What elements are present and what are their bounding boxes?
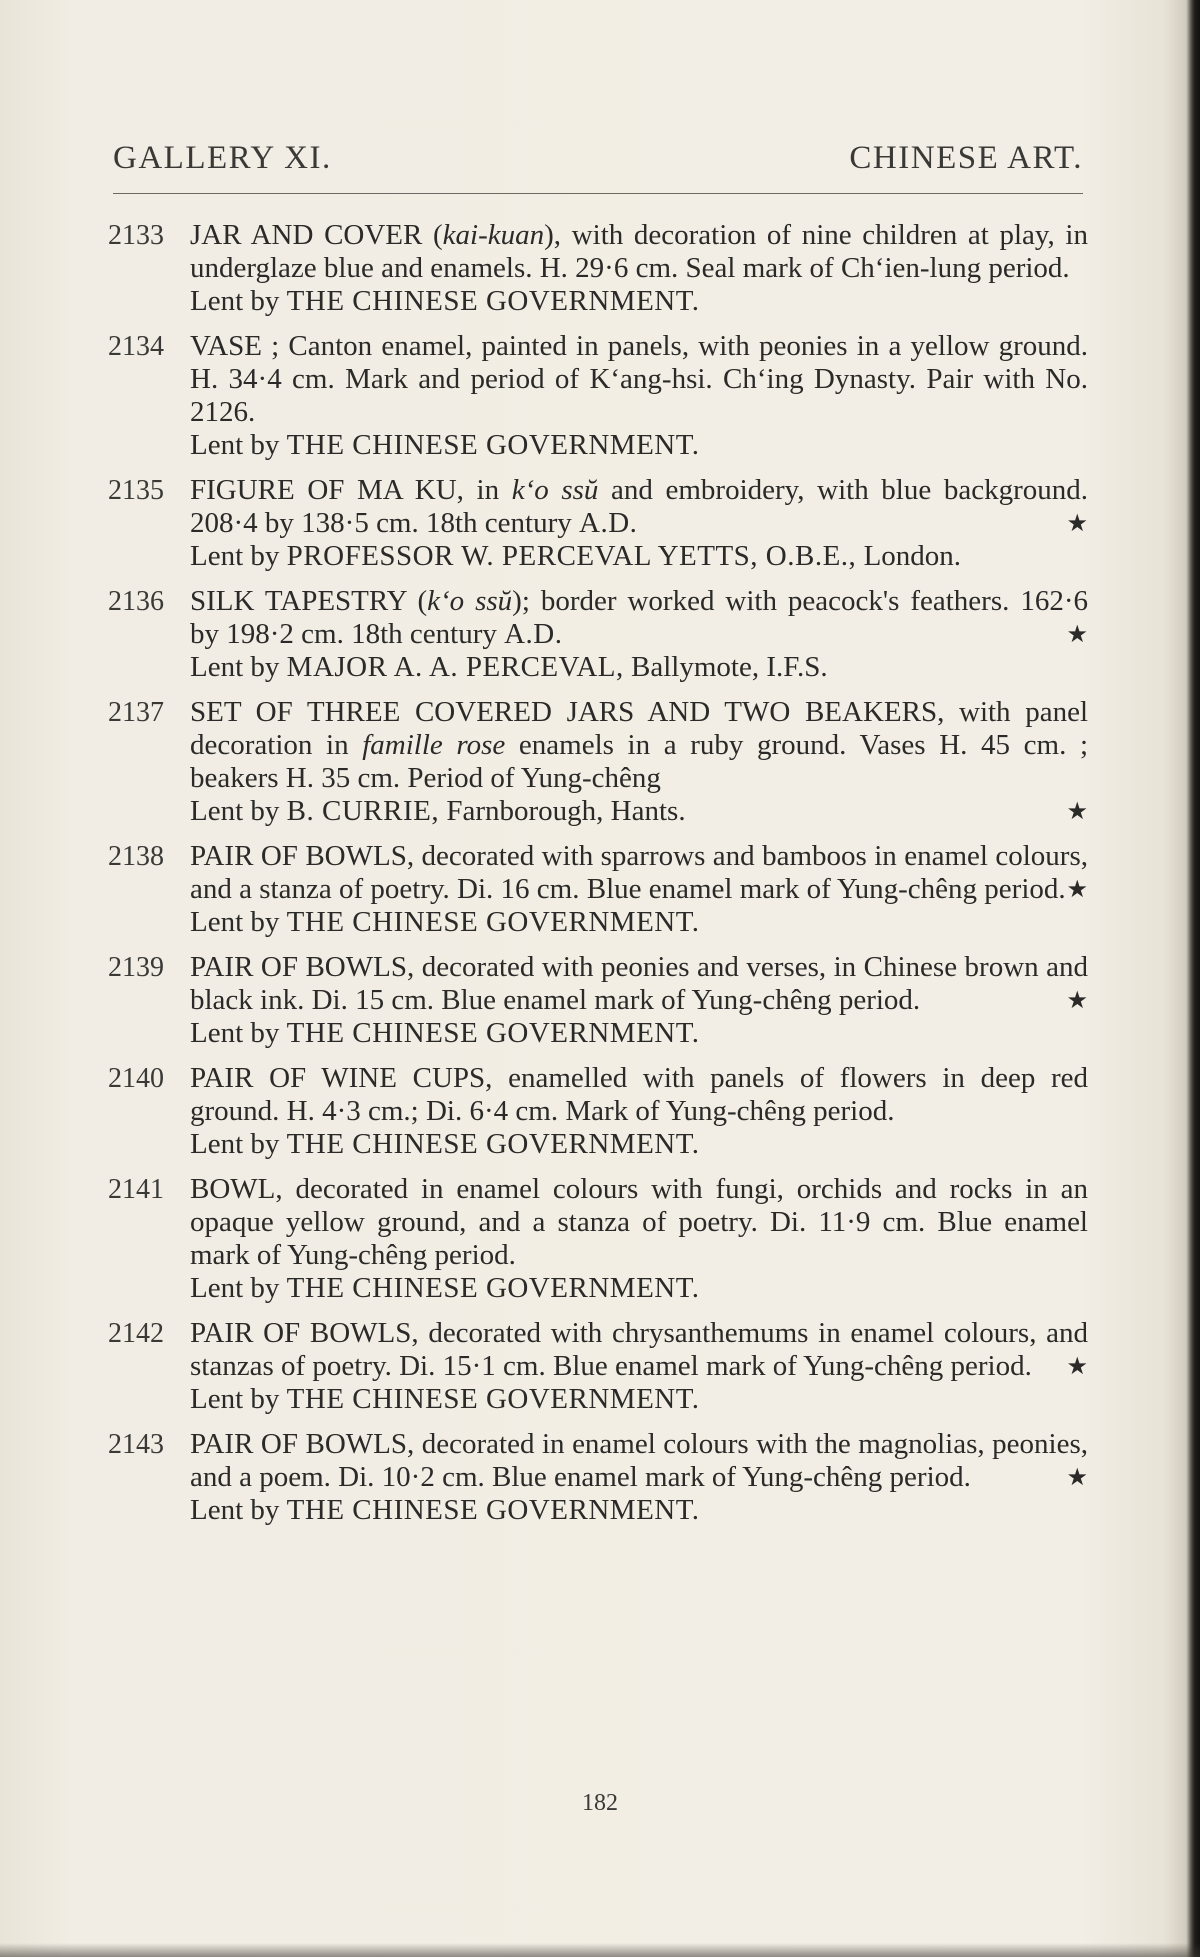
- entry-text: decorated in enamel colours with fungi, orchids and rocks in an opaque yellow ground, and a stanza of poetry. Di. 11·9 cm. Blue enamel mark of Yung-chêng period.: [190, 1173, 1089, 1271]
- lent-by-label: Lent by: [190, 1017, 280, 1049]
- lender-name: THE CHINESE GOVERNMENT.: [286, 906, 700, 938]
- entry-text: decorated with chrysanthemums in enamel colours, and stanzas of poetry. Di. 15·1 cm. Blue enamel mark of Yung-chêng period.: [190, 1317, 1088, 1382]
- spine-shadow: [1186, 0, 1200, 1957]
- lent-by-label: Lent by: [190, 1494, 280, 1526]
- lent-by-label: Lent by: [190, 429, 280, 461]
- entry-number: 2139: [108, 952, 164, 983]
- lender-location: Ballymote, I.F.S.: [631, 651, 828, 683]
- lender-name: THE CHINESE GOVERNMENT.: [286, 1494, 700, 1526]
- catalogue-entry: [108, 840, 1088, 939]
- entry-lender-line: [190, 540, 1088, 573]
- entry-term-intro: in: [476, 474, 500, 506]
- catalogue-entry: [108, 1317, 1088, 1416]
- entry-number: 2133: [108, 220, 164, 251]
- star-icon: ★: [1066, 875, 1088, 903]
- running-header: [113, 140, 1083, 180]
- lender-name: THE CHINESE GOVERNMENT.: [286, 429, 700, 461]
- catalogue-entry: [108, 585, 1088, 684]
- entry-description: [190, 1317, 1088, 1383]
- entry-title: PAIR OF BOWLS,: [190, 1317, 419, 1349]
- entry-description: [190, 474, 1088, 540]
- entry-number: 2142: [108, 1318, 164, 1349]
- entry-lender-line: [190, 285, 1088, 318]
- entry-text: decorated with sparrows and bamboos in enamel colours, and a stanza of poetry. Di. 16 cm. Blue enamel mark of Yung-chêng period.: [190, 840, 1089, 905]
- entry-text: decorated in enamel colours with the magnolias, peonies, and a poem. Di. 10·2 cm. Blue enamel mark of Yung-chêng period.: [190, 1428, 1088, 1493]
- lender-name: PROFESSOR W. PERCEVAL YETTS, O.B.E.,: [286, 540, 857, 572]
- entry-title: PAIR OF BOWLS,: [190, 840, 415, 872]
- header-gallery: GALLERY XI.: [113, 140, 332, 176]
- star-icon: ★: [1066, 1463, 1088, 1491]
- lent-by-label: Lent by: [190, 1128, 280, 1160]
- catalogue-entry: [108, 1173, 1088, 1305]
- lent-by-label: Lent by: [190, 540, 280, 572]
- entry-title: PAIR OF WINE CUPS,: [190, 1062, 493, 1094]
- entry-lender-line: [190, 1383, 1088, 1416]
- entry-lender-line: [190, 906, 1088, 939]
- catalogue-entry: [108, 1062, 1088, 1161]
- entry-text: ; border worked with peacock's feathers. 162·6 by 198·2 cm. 18th century: [190, 585, 1088, 650]
- entry-description: JAR AND COVER (kai-kuan), with decoration of nine children at play, in underglaze blue and enamels. H. 29·6 cm. Seal mark of Ch‘ien-lung period.: [190, 219, 1088, 284]
- entry-lender-line: [190, 1128, 1088, 1161]
- lender-name: THE CHINESE GOVERNMENT.: [286, 285, 700, 317]
- catalogue-entry: [108, 474, 1088, 573]
- entry-title: PAIR OF BOWLS,: [190, 951, 415, 983]
- entry-title: SILK TAPESTRY: [190, 585, 407, 617]
- entry-lender-line: [190, 1272, 1088, 1305]
- entry-description: SILK TAPESTRY (k‘o ssŭ); border worked with peacock's feathers. 162·6 by 198·2 cm. 18th century A.D. ★: [190, 585, 1088, 650]
- entry-description: [190, 1062, 1088, 1128]
- entry-description: [190, 1173, 1088, 1272]
- lent-by-label: Lent by: [190, 651, 280, 683]
- entry-description: [190, 840, 1088, 906]
- star-icon: ★: [1066, 797, 1088, 825]
- entry-term: k‘o ssŭ: [511, 474, 599, 506]
- entry-number: 2141: [108, 1174, 164, 1205]
- entry-lender-line: [190, 651, 1088, 684]
- lent-by-label: Lent by: [190, 906, 280, 938]
- lent-by-label: Lent by: [190, 1383, 280, 1415]
- entry-title: BOWL,: [190, 1173, 283, 1205]
- entry-text: with decoration of nine children at play, in underglaze blue and enamels. H. 29·6 cm. Seal mark of Ch‘ien-lung period.: [190, 219, 1088, 284]
- entry-number: 2137: [108, 697, 164, 728]
- entry-lender-line: [190, 795, 1088, 828]
- entry-description: [190, 951, 1088, 1017]
- lent-by-label: Lent by: [190, 795, 280, 827]
- lender-name: THE CHINESE GOVERNMENT.: [286, 1017, 700, 1049]
- lent-by-label: Lent by: [190, 1272, 280, 1304]
- star-icon: ★: [1066, 620, 1088, 648]
- catalogue-entry: [108, 951, 1088, 1050]
- lender-name: THE CHINESE GOVERNMENT.: [286, 1383, 700, 1415]
- entry-term: kai-kuan: [442, 219, 545, 251]
- entry-title: FIGURE OF MA KU,: [190, 474, 464, 506]
- header-section: CHINESE ART.: [849, 140, 1083, 176]
- entry-title: VASE: [190, 330, 262, 362]
- star-icon: ★: [1066, 986, 1088, 1014]
- catalogue-entry: [108, 1428, 1088, 1527]
- entry-era: A.D.: [579, 507, 638, 539]
- catalogue-entry: [108, 219, 1088, 318]
- lent-by-label: Lent by: [190, 285, 280, 317]
- entry-number: 2140: [108, 1063, 164, 1094]
- entry-number: 2134: [108, 331, 164, 362]
- entry-lender-line: [190, 1494, 1088, 1527]
- lender-name: THE CHINESE GOVERNMENT.: [286, 1128, 700, 1160]
- entry-text-intro: with panel decoration in: [190, 696, 1089, 761]
- entry-number: 2136: [108, 586, 164, 617]
- entry-lender-line: [190, 1017, 1088, 1050]
- entry-term: k‘o ssŭ: [427, 585, 513, 617]
- entry-text: decorated with peonies and verses, in Chinese brown and black ink. Di. 15 cm. Blue enamel mark of Yung-chêng period.: [190, 951, 1089, 1016]
- lender-name: MAJOR A. A. PERCEVAL,: [286, 651, 624, 683]
- star-icon: ★: [1066, 509, 1088, 537]
- entry-title: PAIR OF BOWLS,: [190, 1428, 415, 1460]
- catalogue-entry: [108, 696, 1088, 828]
- entry-title: JAR AND COVER: [190, 219, 423, 251]
- entry-description: [190, 330, 1088, 429]
- entry-era: A.D.: [504, 618, 563, 650]
- entry-term: famille rose: [362, 729, 506, 761]
- entry-number: 2135: [108, 475, 164, 506]
- entry-text: enamelled with panels of flowers in deep red ground. H. 4·3 cm.; Di. 6·4 cm. Mark of Yung-chêng period.: [190, 1062, 1089, 1127]
- entry-lender-line: [190, 429, 1088, 462]
- catalogue-entry: [108, 330, 1088, 462]
- entry-number: 2138: [108, 841, 164, 872]
- entry-text: enamels in a ruby ground. Vases H. 45 cm. ; beakers H. 35 cm. Period of Yung-chêng: [190, 729, 1089, 794]
- bottom-shadow: [0, 1943, 1200, 1957]
- lender-name: B. CURRIE,: [286, 795, 440, 827]
- entry-title: SET OF THREE COVERED JARS AND TWO BEAKERS,: [190, 696, 945, 728]
- entry-description: [190, 1428, 1088, 1494]
- lender-location: London.: [863, 540, 962, 572]
- lender-name: THE CHINESE GOVERNMENT.: [286, 1272, 700, 1304]
- entry-text: and embroidery, with blue background. 208·4 by 138·5 cm. 18th century: [190, 474, 1088, 539]
- page-number: 182: [582, 1790, 618, 1816]
- star-icon: ★: [1066, 1352, 1088, 1380]
- lender-location: Farnborough, Hants.: [446, 795, 686, 827]
- catalogue-entries: [108, 219, 1088, 1539]
- header-rule: [113, 193, 1083, 194]
- entry-text: ; Canton enamel, painted in panels, with peonies in a yellow ground. H. 34·4 cm. Mark and period of K‘ang-hsi. Ch‘ing Dynasty. Pair with No. 2126.: [190, 330, 1088, 428]
- entry-description: [190, 696, 1088, 795]
- entry-number: 2143: [108, 1429, 164, 1460]
